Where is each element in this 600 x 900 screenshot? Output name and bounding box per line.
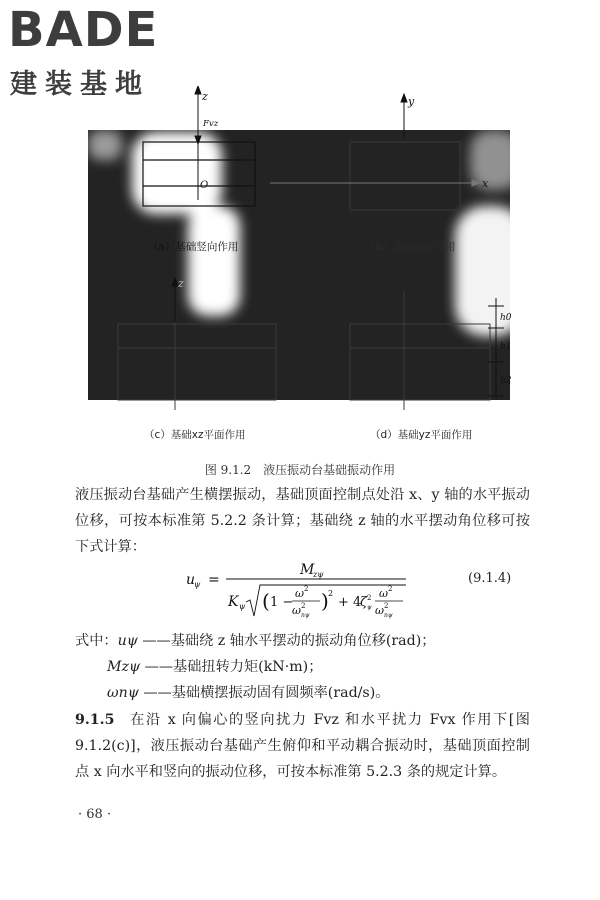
svg-text:ψ: ψ [194, 580, 201, 589]
svg-text:M: M [300, 562, 315, 578]
caption-a: （a）基础竖向作用 [148, 241, 239, 253]
svg-text:): ) [321, 589, 329, 613]
svg-text:K: K [228, 594, 239, 610]
definition-row [75, 680, 435, 706]
svg-text:2: 2 [328, 589, 334, 598]
paragraph-2 [75, 707, 530, 785]
svg-text:nψ: nψ [301, 612, 310, 619]
z-axis-label: z [202, 90, 208, 103]
svg-text:1 −: 1 − [270, 595, 294, 610]
svg-text:ω: ω [295, 587, 304, 600]
svg-text:zψ: zψ [313, 570, 324, 579]
svg-text:2: 2 [304, 585, 309, 593]
height-h1-label: h1 [500, 342, 512, 352]
formula-9-1-4 [180, 558, 540, 628]
svg-text:u: u [186, 572, 196, 588]
caption-d: （d）基础yz平面作用 [370, 429, 473, 441]
svg-text:2: 2 [301, 602, 306, 610]
logo-subtitle: 建装基地 [10, 69, 150, 100]
origin-label: O [200, 180, 209, 191]
paragraph-1: 液压振动台基础产生横摆振动，基础顶面控制点处沿 x、y 轴的水平振动位移，可按本标准第 5.2.2 条计算；基础绕 z 轴的水平摆动角位移可按下式计算： [75, 487, 530, 555]
definition-symbol: uψ [117, 633, 138, 649]
svg-text:ω: ω [292, 604, 301, 617]
y-axis-label: y [408, 95, 415, 108]
svg-text:nψ: nψ [384, 612, 393, 619]
brand-logo [8, 2, 178, 100]
svg-text:+ 4: + 4 [338, 595, 362, 610]
page-number: · 68 · [78, 807, 112, 822]
z-axis-bottom-label: z [178, 277, 184, 290]
formula-render [180, 558, 540, 628]
svg-text:ζ: ζ [360, 595, 368, 610]
equation-number: (9.1.4) [468, 571, 512, 586]
svg-text:ω: ω [375, 604, 384, 617]
figure-title: 图 9.1.2 液压振动台基础振动作用 [204, 463, 396, 477]
svg-text:ψ: ψ [367, 604, 372, 611]
definition-row [75, 628, 435, 654]
caption-c: （c）基础xz平面作用 [144, 429, 246, 441]
foundation-vibration-figure [0, 86, 600, 476]
definition-text: ——基础绕 z 轴水平摆动的振动角位移(rad)； [142, 633, 436, 649]
definition-text: ——基础扭转力矩(kN·m)； [144, 659, 323, 675]
svg-text:ω: ω [379, 587, 388, 600]
definition-symbol: ωnψ [107, 685, 139, 701]
svg-text:2: 2 [388, 585, 393, 593]
definition-symbol: Mzψ [107, 659, 141, 675]
svg-text:=: = [208, 572, 220, 588]
dark-scan-block [88, 130, 525, 400]
definition-prefix: 式中： [75, 633, 118, 649]
clause-text: 在沿 x 向偏心的竖向扰力 Fvz 和水平扰力 Fvx 作用下[图 9.1.2(c)]，液压振动台基础产生俯仰和平动耦合振动时，基础顶面控制点 x 向水平和竖向的振动位移，可按本标准第 5.2.3 条的规定计算。 [75, 712, 530, 780]
figure-drawing [0, 86, 600, 476]
caption-b: （b）基础扭转作用 [365, 241, 456, 253]
svg-text:2: 2 [384, 602, 389, 610]
svg-text:ψ: ψ [239, 602, 246, 611]
clause-number: 9.1.5 [75, 712, 115, 728]
height-h0-label: h0 [500, 313, 512, 323]
definition-row [75, 654, 435, 680]
symbol-definitions [75, 628, 435, 706]
x-axis-label: x [482, 177, 489, 190]
force-label: Fvz [203, 119, 219, 129]
svg-text:(: ( [262, 589, 270, 613]
svg-text:2: 2 [367, 594, 372, 602]
logo-wordmark: BADE [8, 2, 159, 58]
definition-text: ——基础横摆振动固有圆频率(rad/s)。 [143, 685, 390, 701]
height-h2-label: h2 [500, 376, 512, 386]
